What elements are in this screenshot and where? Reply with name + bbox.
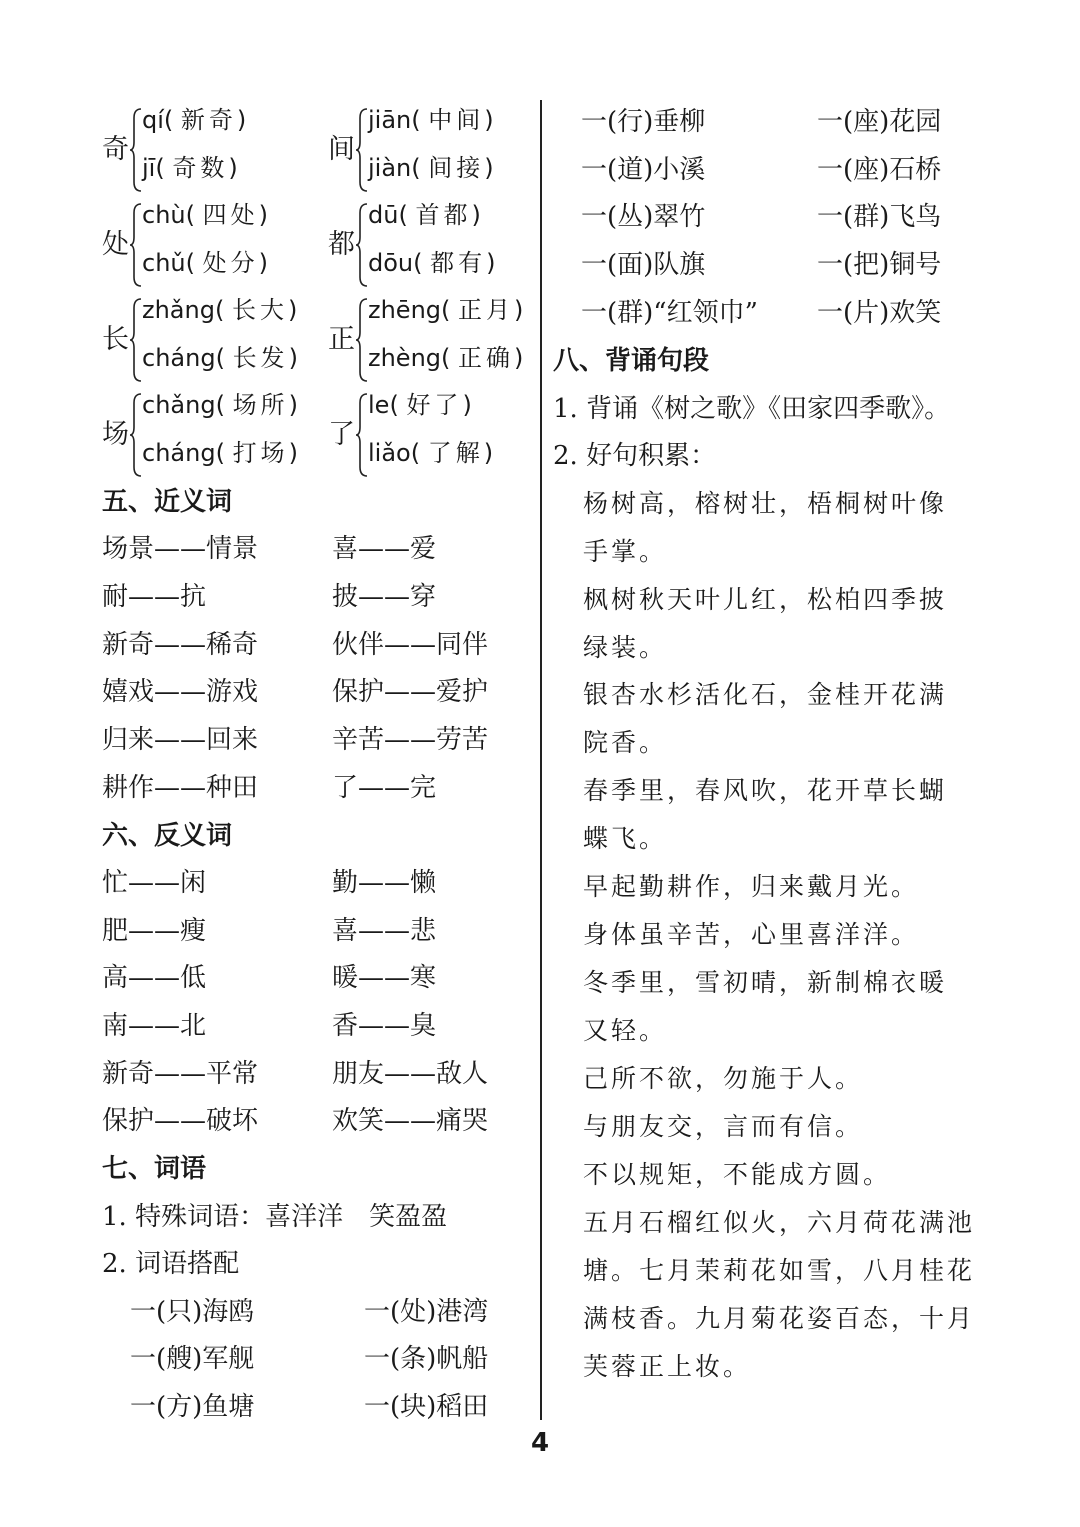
sentence-line: 不以规矩，不能成方圆。 — [583, 1160, 892, 1189]
collocation: 一(丛)翠竹 — [581, 202, 706, 232]
poly-char: 处 — [102, 229, 129, 260]
sentence-line: 枫树秋天叶儿红，松柏四季披 — [583, 585, 948, 614]
polyphonic-entry — [102, 294, 317, 388]
synonym-pair: 场景——情景 — [102, 534, 259, 564]
collocation: 一(行)垂柳 — [581, 107, 706, 137]
synonym-pair: 伙伴——同伴 — [332, 630, 489, 660]
polyphonic-entry — [102, 389, 317, 483]
poly-char: 正 — [328, 324, 355, 355]
sentence-line: 银杏水杉活化石，金桂开花满 — [583, 680, 948, 709]
page-number: 4 — [530, 1428, 550, 1458]
antonym-pair: 新奇——平常 — [102, 1059, 259, 1089]
synonym-pair: 了——完 — [332, 773, 437, 803]
antonym-pair: 暖——寒 — [332, 963, 437, 993]
antonym-pair: 朋友——敌人 — [332, 1059, 489, 1089]
collocation: 一(只)海鸥 — [130, 1297, 255, 1327]
synonym-pair: 披——穿 — [332, 582, 437, 612]
reading: dū( 首都) — [368, 201, 481, 229]
sentence-line: 芙蓉正上妆。 — [583, 1352, 752, 1381]
collocation: 一(条)帆船 — [364, 1344, 489, 1374]
polyphonic-entry — [328, 199, 543, 293]
brace-icon — [130, 393, 142, 477]
collocation: 一(群)“红领巾” — [581, 298, 758, 328]
sentence-line: 塘。七月茉莉花如雪，八月桂花 — [583, 1256, 976, 1285]
brace-icon — [130, 108, 142, 192]
sentence-line: 院香。 — [583, 728, 668, 757]
brace-icon — [356, 393, 368, 477]
reading: chǎng( 场所) — [142, 391, 298, 419]
reading: chǔ( 处分) — [142, 249, 268, 277]
brace-icon — [130, 298, 142, 382]
words-heading: 七、词语 — [102, 1154, 207, 1184]
sentence-line: 早起勤耕作，归来戴月光。 — [583, 872, 920, 901]
collocation: 一(群)飞鸟 — [817, 202, 942, 232]
synonym-pair: 辛苦——劳苦 — [332, 725, 489, 755]
reading: jiān( 中间) — [368, 106, 494, 134]
sentence-line: 蝶飞。 — [583, 824, 668, 853]
poly-char: 都 — [328, 229, 355, 260]
sentence-line: 杨树高，榕树壮，梧桐树叶像 — [583, 489, 948, 518]
collocation: 一(处)港湾 — [364, 1297, 489, 1327]
special-words: 1. 特殊词语：喜洋洋 笑盈盈 — [102, 1202, 448, 1232]
sentence-line: 冬季里，雪初晴，新制棉衣暖 — [583, 968, 948, 997]
poly-char: 了 — [328, 419, 355, 450]
polyphonic-entry — [328, 294, 543, 388]
synonym-pair: 耕作——种田 — [102, 773, 259, 803]
collocation: 一(道)小溪 — [581, 155, 706, 185]
column-divider — [540, 100, 542, 1420]
antonym-pair: 欢笑——痛哭 — [332, 1106, 489, 1136]
sentence-line: 与朋友交，言而有信。 — [583, 1112, 864, 1141]
antonym-pair: 勤——懒 — [332, 868, 437, 898]
sentence-line: 手掌。 — [583, 537, 668, 566]
polyphonic-entry — [328, 104, 543, 198]
sentence-line: 又轻。 — [583, 1016, 668, 1045]
reading: liǎo( 了解) — [368, 439, 494, 467]
synonym-pair: 耐——抗 — [102, 582, 207, 612]
antonym-pair: 香——臭 — [332, 1011, 437, 1041]
collocation: 一(艘)军舰 — [130, 1344, 255, 1374]
antonym-pair: 南——北 — [102, 1011, 207, 1041]
collocation: 一(片)欢笑 — [817, 298, 942, 328]
sentence-line: 春季里，春风吹，花开草长蝴 — [583, 776, 948, 805]
synonym-pair: 保护——爱护 — [332, 677, 489, 707]
antonym-pair: 喜——悲 — [332, 916, 437, 946]
sentence-line: 身体虽辛苦，心里喜洋洋。 — [583, 920, 920, 949]
brace-icon — [356, 108, 368, 192]
reading: zhǎng( 长大) — [142, 296, 298, 324]
collocation: 一(座)花园 — [817, 107, 942, 137]
collocation: 一(块)稻田 — [364, 1392, 489, 1422]
brace-icon — [130, 203, 142, 287]
antonym-pair: 忙——闲 — [102, 868, 207, 898]
sentence-line: 五月石榴红似火，六月荷花满池 — [583, 1208, 976, 1237]
antonym-pair: 肥——瘦 — [102, 916, 207, 946]
collocation-title: 2. 词语搭配 — [102, 1249, 240, 1279]
reading: dōu( 都有) — [368, 249, 496, 277]
sentence-line: 绿装。 — [583, 633, 668, 662]
poly-char: 场 — [102, 419, 129, 450]
reading: qí( 新奇) — [142, 106, 247, 134]
recite-item: 1. 背诵《树之歌》《田家四季歌》。 — [553, 394, 951, 424]
synonym-pair: 归来——回来 — [102, 725, 259, 755]
antonym-pair: 保护——破坏 — [102, 1106, 259, 1136]
reading: jī( 奇数) — [142, 154, 238, 182]
reading: cháng( 打场) — [142, 439, 298, 467]
poly-char: 长 — [102, 324, 129, 355]
reading: chù( 四处) — [142, 201, 268, 229]
reading: zhēng( 正月) — [368, 296, 524, 324]
poly-char: 奇 — [102, 134, 129, 165]
collocation: 一(面)队旗 — [581, 250, 706, 280]
synonym-pair: 新奇——稀奇 — [102, 630, 259, 660]
reading: jiàn( 间接) — [368, 154, 494, 182]
collocation: 一(方)鱼塘 — [130, 1392, 255, 1422]
collocation: 一(座)石桥 — [817, 155, 942, 185]
synonym-pair: 嬉戏——游戏 — [102, 677, 259, 707]
synonyms-heading: 五、近义词 — [102, 487, 233, 517]
sentence-line: 己所不欲，勿施于人。 — [583, 1064, 864, 1093]
poly-char: 间 — [328, 134, 355, 165]
antonyms-heading: 六、反义词 — [102, 821, 233, 851]
polyphonic-entry — [102, 104, 317, 198]
polyphonic-entry — [328, 389, 543, 483]
reading: cháng( 长发) — [142, 344, 298, 372]
antonym-pair: 高——低 — [102, 963, 207, 993]
reading: zhèng( 正确) — [368, 344, 524, 372]
collocation: 一(把)铜号 — [817, 250, 942, 280]
polyphonic-entry — [102, 199, 317, 293]
sentence-line: 满枝香。九月菊花姿百态，十月 — [583, 1304, 976, 1333]
recite-item: 2. 好句积累： — [553, 441, 717, 471]
brace-icon — [356, 298, 368, 382]
recite-heading: 八、背诵句段 — [553, 346, 710, 376]
reading: le( 好了) — [368, 391, 472, 419]
brace-icon — [356, 203, 368, 287]
synonym-pair: 喜——爱 — [332, 534, 437, 564]
